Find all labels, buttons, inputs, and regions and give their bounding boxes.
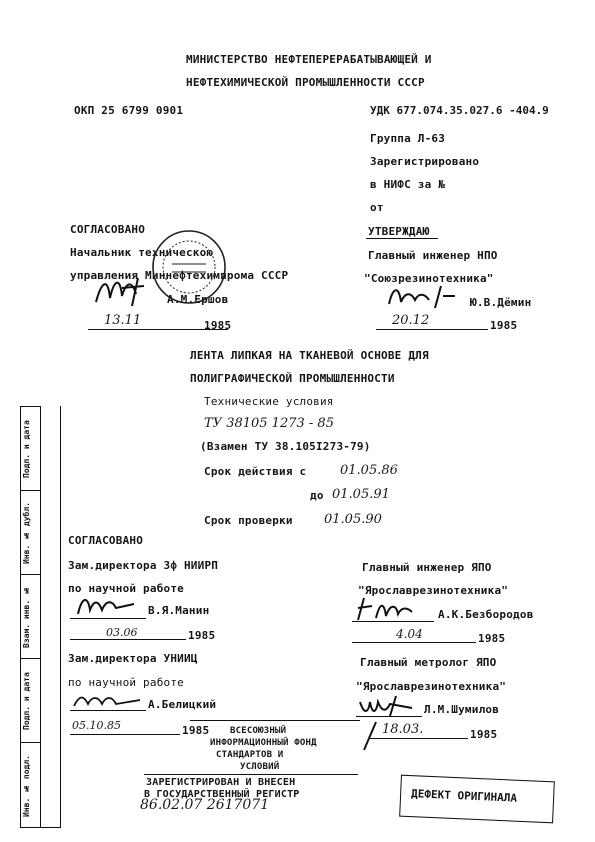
right-block2-sign-line	[356, 716, 422, 717]
left-block2-line-2: по научной работе	[68, 676, 184, 689]
defect-label: ДЕФЕКТ ОРИГИНАЛА	[410, 787, 518, 805]
sidebar-cell	[20, 574, 40, 659]
right-block2-signer: Л.М.Шумилов	[424, 703, 500, 716]
approval-left-year: 1985	[204, 319, 232, 332]
check-label: Срок проверки	[204, 514, 293, 527]
stamp-line-1: ВСЕСОЮЗНЫЙ	[230, 726, 287, 736]
sidebar-inner-line	[40, 406, 41, 828]
approval-left-line-2: управления Миннефтехимпрома СССР	[70, 269, 289, 282]
registered-at-label: в НИФС за №	[370, 178, 446, 191]
stamp-mid-line	[144, 774, 358, 775]
right-block1-date: 4.04	[396, 627, 423, 641]
approval-right-date: 20.12	[392, 313, 430, 328]
approval-left-date: 13.11	[104, 313, 142, 328]
stamp-line-4: УСЛОВИЙ	[240, 762, 280, 772]
left-block2-sign-line	[70, 710, 146, 711]
registration-stamp	[140, 718, 362, 814]
right-block1-date-line	[352, 642, 476, 643]
signature-demin	[385, 282, 465, 310]
signature-manin	[74, 592, 148, 620]
sidebar-label: Подп. и дата	[22, 420, 31, 478]
stamp-line-5: ЗАРЕГИСТРИРОВАН И ВНЕСЕН	[146, 777, 296, 788]
stamp-line-3: СТАНДАРТОВ И	[216, 750, 284, 760]
group-code: Группа Л-63	[370, 132, 446, 145]
sidebar-label: Инв. № подл.	[22, 755, 31, 817]
validity-to: 01.05.91	[332, 487, 390, 502]
left-block2-line-1: Зам.директора УНИИЦ	[68, 652, 198, 665]
sidebar-label: Инв. № дубл.	[22, 502, 31, 564]
registered-label: Зарегистрировано	[370, 155, 480, 168]
right-block2-date: 18.03.	[382, 722, 424, 737]
stamp-reg-number: 86.02.07 2617071	[140, 797, 270, 813]
check-date: 01.05.90	[324, 512, 382, 527]
right-block1-signer: А.К.Безбородов	[438, 608, 534, 621]
sidebar-cell	[20, 658, 40, 743]
tech-conditions-label: Технические условия	[204, 395, 334, 408]
replaces-label: (Взамен ТУ 38.105І273-79)	[200, 440, 371, 453]
approval-right-signer: Ю.В.Дёмин	[470, 296, 532, 309]
defect-stamp	[399, 775, 555, 824]
validity-label: Срок действия с	[204, 465, 307, 478]
sidebar-label: Подп. и дата	[22, 672, 31, 730]
validity-to-label: до	[310, 489, 324, 502]
approval-right-heading: УТВЕРЖДАЮ	[368, 225, 430, 238]
agreed-bottom-heading: СОГЛАСОВАНО	[68, 534, 144, 547]
left-block1-date-line	[70, 639, 186, 640]
left-block1-date: 03.06	[106, 626, 138, 639]
approval-right-heading-underline	[366, 238, 438, 239]
right-block2-line-1: Главный метролог ЯПО	[360, 656, 497, 669]
approval-right-year: 1985	[490, 319, 518, 332]
sidebar-label: Взам. инв. №	[22, 586, 31, 648]
tu-number: ТУ 38105 1273 - 85	[204, 416, 334, 431]
sidebar-cell	[20, 490, 40, 575]
signature-belitsky	[70, 690, 150, 712]
right-block1-line-1: Главный инженер ЯПО	[362, 561, 492, 574]
right-block2-year: 1985	[470, 728, 498, 741]
round-seal-icon	[150, 228, 228, 306]
ministry-line-1: МИНИСТЕРСТВО НЕФТЕПЕРЕРАБАТЫВАЮЩЕЙ И	[186, 53, 432, 66]
sidebar-cell	[20, 406, 40, 491]
approval-left-line-1: Начальник техническою	[70, 246, 214, 259]
validity-from: 01.05.86	[340, 463, 398, 478]
left-block1-line-2: по научной работе	[68, 582, 184, 595]
left-block1-sign-line	[70, 618, 146, 619]
approval-right-date-line	[376, 329, 488, 330]
from-label: от	[370, 201, 384, 214]
right-block1-sign-line	[352, 621, 434, 622]
stamp-line-2: ИНФОРМАЦИОННЫЙ ФОНД	[210, 738, 317, 748]
sidebar-right-line	[60, 406, 61, 828]
stamp-top-line	[190, 720, 360, 721]
stamp-line-6: В ГОСУДАРСТВЕННЫЙ РЕГИСТР	[144, 789, 300, 800]
right-block2-line-2: "Ярославрезинотехника"	[356, 680, 507, 693]
title-line-1: ЛЕНТА ЛИПКАЯ НА ТКАНЕВОЙ ОСНОВЕ ДЛЯ	[190, 349, 429, 362]
signature-bezborodov	[352, 594, 432, 624]
right-block1-line-2: "Ярославрезинотехника"	[358, 584, 509, 597]
right-block2-date-line	[370, 738, 468, 739]
sidebar-title-block	[20, 406, 60, 828]
sidebar-cell	[20, 742, 40, 829]
signature-shumilov	[356, 692, 422, 718]
right-block1-year: 1985	[478, 632, 506, 645]
left-block1-signer: В.Я.Манин	[148, 604, 210, 617]
sidebar-bottom-line	[20, 827, 60, 828]
approval-right-line-2: "Союзрезинотехника"	[364, 272, 494, 285]
approval-right-line-1: Главный инженер НПО	[368, 249, 498, 262]
approval-left-heading: СОГЛАСОВАНО	[70, 223, 146, 236]
left-block1-line-1: Зам.директора Зф НИИРП	[68, 559, 219, 572]
left-block2-year: 1985	[182, 724, 210, 737]
title-line-2: ПОЛИГРАФИЧЕСКОЙ ПРОМЫШЛЕННОСТИ	[190, 372, 395, 385]
left-block2-signer: А.Белицкий	[148, 698, 217, 711]
udk-code: УДК 677.074.35.027.6 -404.9	[370, 104, 549, 117]
okp-code: ОКП 25 6799 0901	[74, 104, 184, 117]
left-block1-year: 1985	[188, 629, 216, 642]
approval-left-signer: А.М.Ершов	[167, 293, 229, 306]
ministry-line-2: НЕФТЕХИМИЧЕСКОЙ ПРОМЫШЛЕННОСТИ СССР	[186, 76, 425, 89]
left-block2-date: 05.10.85	[72, 719, 121, 732]
